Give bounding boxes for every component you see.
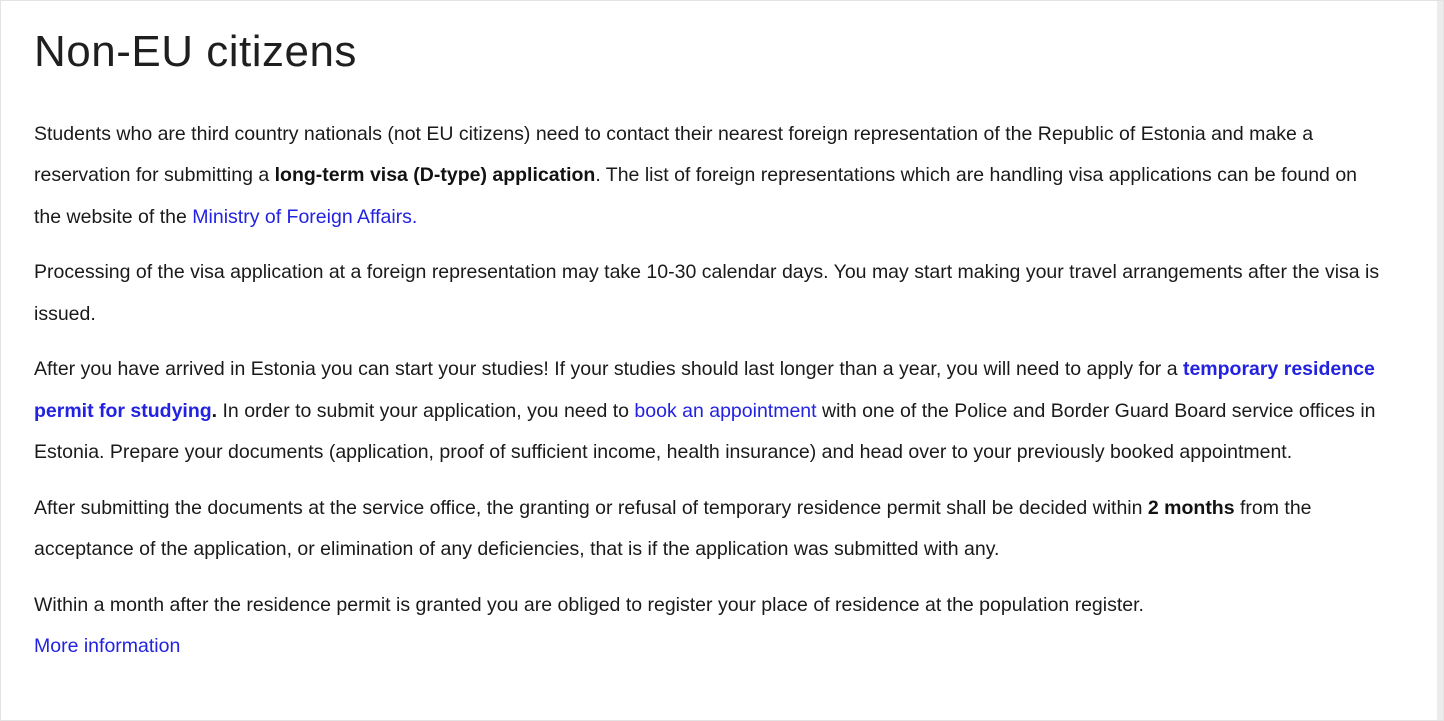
- text-run: Within a month after the residence permit is granted you are obliged to register your place of residence at the population register.: [34, 593, 1144, 616]
- text-run: In order to submit your application, you need to: [217, 399, 635, 422]
- paragraph: [34, 114, 1385, 239]
- page-title: Non-EU citizens: [34, 27, 357, 76]
- text-run: Students who are third country nationals (not EU citizens) need to contact their nearest foreign representation of the Republic of Estonia and make a reservation for submitting a: [34, 122, 1314, 187]
- article: [1, 27, 1443, 668]
- article-body: [34, 114, 1385, 627]
- text-run: Processing of the visa application at a foreign representation may take 10-30 calendar days. You may start making your travel arrangements after the visa is issued.: [34, 261, 1380, 325]
- more-information-row: [34, 626, 1385, 668]
- bold-text: 2 months: [1147, 496, 1235, 519]
- scrollbar-track[interactable]: [1437, 1, 1443, 720]
- paragraph: [34, 488, 1385, 571]
- paragraph: [34, 252, 1385, 335]
- paragraph: [34, 349, 1385, 474]
- temporary-residence-permit-link[interactable]: temporary residence permit for studying: [34, 358, 1375, 422]
- text-run: After submitting the documents at the service office, the granting or refusal of temporary residence permit shall be decided within: [34, 496, 1148, 519]
- text-run: After you have arrived in Estonia you can start your studies! If your studies should last longer than a year, you will need to apply for a: [34, 358, 1183, 381]
- bold-text: .: [211, 399, 218, 422]
- text-run: from the acceptance of the application, or elimination of any deficiencies, that is if the application was submitted with any.: [34, 496, 1312, 561]
- paragraph: [34, 585, 1385, 627]
- text-run: with one of the Police and Border Guard Board service offices in Estonia. Prepare your documents (application, proof of sufficient income, health insurance) and head over to your previously booked appointment.: [34, 399, 1376, 464]
- text-run: . The list of foreign representations which are handling visa applications can be found on the website of the: [34, 164, 1358, 228]
- more-information-link[interactable]: More information: [34, 635, 181, 658]
- book-an-appointment-link[interactable]: book an appointment: [634, 399, 817, 422]
- ministry-of-foreign-affairs-link[interactable]: Ministry of Foreign Affairs.: [192, 205, 418, 228]
- bold-text: long-term visa (D-type) application: [274, 164, 596, 187]
